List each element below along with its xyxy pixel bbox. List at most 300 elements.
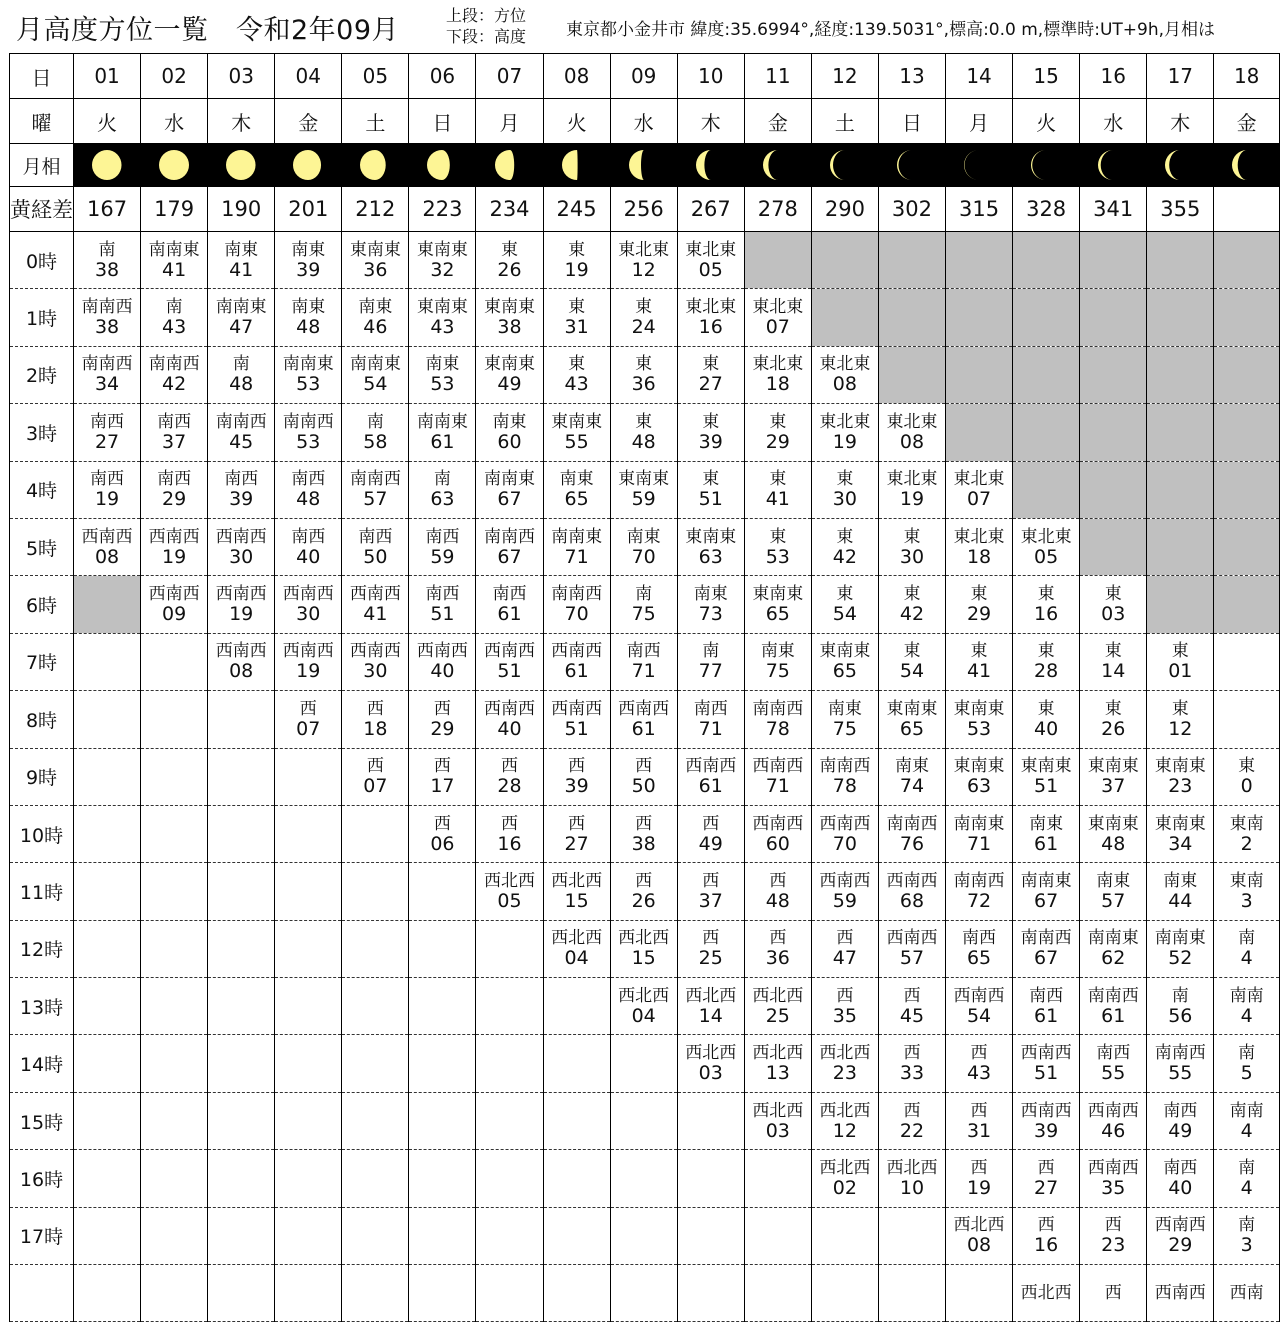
hour-row (10, 576, 1280, 633)
altitude-text: 55 (1101, 1062, 1126, 1085)
weekday-cell: 月 (946, 99, 1013, 144)
hour-cell (1080, 1035, 1147, 1092)
altitude-text: 23 (1168, 775, 1193, 798)
hour-cell (1214, 1265, 1280, 1322)
azimuth-text: 西南 (1229, 1283, 1264, 1304)
moon-lit-area (495, 150, 514, 180)
above-horizon-cell (1147, 518, 1214, 575)
moon-lit-area (360, 150, 386, 180)
hour-cell (677, 1092, 744, 1149)
azimuth-text: 西 (836, 928, 854, 949)
hour-cell (610, 289, 677, 346)
azimuth-text: 東 (501, 239, 518, 260)
azimuth-text: 南 (1171, 985, 1189, 1006)
hour-cell (946, 748, 1013, 805)
day-cell: 12 (811, 54, 878, 99)
r-elong-row (10, 187, 1280, 232)
hour-cell (342, 691, 409, 748)
hour-cell (1214, 1207, 1280, 1264)
azimuth-text: 南 (232, 354, 250, 375)
azimuth-text: 西北西 (819, 1157, 871, 1178)
altitude-text: 27 (564, 832, 589, 855)
altitude-text: 42 (832, 545, 857, 568)
hour-cell (1147, 748, 1214, 805)
hour-cell (1013, 920, 1080, 977)
elongation-cell: 245 (543, 187, 610, 232)
hour-cell (878, 518, 945, 575)
azimuth-text: 東南東 (484, 297, 535, 318)
azimuth-text: 西南西 (886, 870, 938, 891)
azimuth-text: 西 (433, 813, 451, 834)
altitude-text: 41 (229, 258, 254, 281)
hour-cell (476, 920, 543, 977)
weekday-cell: 木 (1147, 99, 1214, 144)
hour-cell (811, 1092, 878, 1149)
hour-label: 3時 (10, 404, 74, 461)
azimuth-text: 南南西 (1154, 1043, 1206, 1064)
above-horizon-cell (1080, 518, 1147, 575)
azimuth-text: 南東 (760, 641, 795, 662)
hour-cell (275, 1207, 342, 1264)
hour-cell (141, 461, 208, 518)
hour-cell (476, 633, 543, 690)
altitude-text: 71 (631, 660, 656, 683)
azimuth-text: 東 (702, 411, 720, 432)
moon-icon (760, 147, 796, 183)
moon-phase-cell (275, 144, 342, 187)
above-horizon-cell (946, 289, 1013, 346)
altitude-text: 38 (497, 316, 522, 339)
altitude-text: 15 (564, 889, 589, 912)
hour-cell (811, 1207, 878, 1264)
azimuth-text: 東南東 (1087, 756, 1139, 777)
altitude-text: 16 (698, 316, 723, 339)
azimuth-text: 南 (433, 469, 451, 490)
hour-row (10, 346, 1280, 403)
moon-icon (1028, 147, 1064, 183)
hour-cell (208, 978, 275, 1035)
altitude-text: 54 (363, 373, 388, 396)
moon-icon (827, 147, 863, 183)
azimuth-text: 南南西 (148, 354, 200, 375)
hour-cell (1214, 633, 1280, 690)
hour-cell (811, 346, 878, 403)
azimuth-text: 南西 (1096, 1043, 1131, 1064)
moon-lit-area (427, 150, 450, 180)
altitude-text: 74 (899, 775, 925, 798)
moon-phase-cell (1013, 144, 1080, 187)
hour-cell (74, 920, 141, 977)
altitude-text: 12 (631, 258, 656, 281)
hour-cell (677, 404, 744, 461)
hour-cell (946, 518, 1013, 575)
hour-cell (409, 346, 476, 403)
hour-row (10, 404, 1280, 461)
above-horizon-cell (1013, 232, 1080, 289)
hour-row (10, 518, 1280, 575)
altitude-text: 27 (698, 373, 723, 396)
location-info: 東京都小金井市 緯度:35.6994°,経度:139.5031°,標高:0.0 m,標準時:UT+9h,月相は (566, 20, 1216, 40)
hour-row (10, 691, 1280, 748)
azimuth-text: 東南東 (953, 756, 1005, 777)
hour-cell (74, 1150, 141, 1207)
hour-cell (543, 805, 610, 862)
azimuth-text: 東 (836, 469, 854, 490)
hour-cell (610, 863, 677, 920)
hour-cell (476, 1207, 543, 1264)
hour-cell (744, 576, 811, 633)
hour-cell (946, 978, 1013, 1035)
altitude-text: 45 (899, 1004, 925, 1027)
moon-phase-cell (744, 144, 811, 187)
azimuth-text: 西南西 (484, 698, 535, 719)
elongation-cell: 212 (342, 187, 409, 232)
hour-cell (744, 518, 811, 575)
hour-cell (878, 461, 945, 518)
hour-cell (543, 289, 610, 346)
altitude-text: 67 (1034, 947, 1059, 970)
hour-cell (744, 1035, 811, 1092)
hour-label: 8時 (10, 691, 74, 748)
altitude-text: 04 (564, 947, 589, 970)
altitude-text: 26 (1101, 717, 1126, 740)
azimuth-text: 南東 (1096, 870, 1131, 891)
altitude-text: 65 (832, 660, 857, 683)
hour-cell (275, 1035, 342, 1092)
azimuth-text: 西 (299, 698, 317, 719)
hour-cell (1147, 1035, 1214, 1092)
altitude-text: 23 (832, 1062, 857, 1085)
altitude-text: 36 (363, 258, 388, 281)
hour-label: 9時 (10, 748, 74, 805)
hour-cell (1214, 748, 1280, 805)
altitude-text: 05 (698, 258, 723, 281)
hour-row (10, 461, 1280, 518)
azimuth-text: 西 (1104, 1283, 1122, 1304)
azimuth-text: 南東 (1029, 813, 1064, 834)
altitude-text: 72 (966, 889, 992, 912)
altitude-text: 70 (832, 832, 857, 855)
above-horizon-cell (1147, 461, 1214, 518)
azimuth-text: 西南西 (215, 641, 267, 662)
moon-phase-row (10, 144, 1280, 187)
hour-cell (878, 978, 945, 1035)
azimuth-text: 西 (903, 985, 921, 1006)
azimuth-text: 西南西 (1020, 1100, 1072, 1121)
hour-cell (878, 1150, 945, 1207)
azimuth-text: 西 (769, 870, 787, 891)
hour-cell (476, 748, 543, 805)
altitude-text: 19 (832, 430, 857, 453)
azimuth-text: 南東 (559, 469, 594, 490)
altitude-text: 14 (1101, 660, 1126, 683)
hour-cell (476, 576, 543, 633)
hour-cell (409, 1035, 476, 1092)
moon-icon (223, 147, 259, 183)
azimuth-text: 南 (635, 584, 653, 605)
altitude-text: 61 (1034, 832, 1059, 855)
hour-cell (141, 691, 208, 748)
altitude-text: 12 (1168, 717, 1193, 740)
hour-cell (141, 289, 208, 346)
azimuth-text: 南南東 (1154, 928, 1206, 949)
altitude-text: 54 (899, 660, 925, 683)
altitude-text: 46 (363, 316, 388, 339)
hour-cell (409, 1265, 476, 1322)
hour-cell (1013, 518, 1080, 575)
hour-cell (409, 576, 476, 633)
azimuth-text: 西南西 (282, 641, 334, 662)
hour-cell (744, 748, 811, 805)
azimuth-text: 西 (433, 756, 451, 777)
hour-cell (74, 346, 141, 403)
altitude-text: 39 (229, 488, 254, 511)
azimuth-text: 南南東 (551, 526, 603, 547)
moon-icon (492, 147, 528, 183)
altitude-text: 71 (698, 717, 723, 740)
hour-cell (744, 978, 811, 1035)
altitude-text: 30 (296, 603, 321, 626)
hour-cell (610, 748, 677, 805)
altitude-text: 35 (1101, 1176, 1126, 1199)
day-cell: 10 (677, 54, 744, 99)
hour-cell (409, 748, 476, 805)
azimuth-text: 南南西 (349, 469, 401, 490)
hour-cell (476, 691, 543, 748)
altitude-text: 55 (1168, 1062, 1193, 1085)
altitude-text: 42 (899, 603, 925, 626)
altitude-text: 78 (832, 775, 857, 798)
azimuth-text: 西 (702, 813, 720, 834)
hour-cell (74, 748, 141, 805)
azimuth-text: 南南西 (215, 411, 267, 432)
azimuth-text: 南 (1238, 1043, 1256, 1064)
azimuth-text: 南東 (1163, 870, 1198, 891)
hour-cell (811, 518, 878, 575)
hour-cell (1214, 920, 1280, 977)
hour-cell (141, 1207, 208, 1264)
altitude-text: 57 (1101, 889, 1126, 912)
azimuth-text: 南南西 (752, 698, 804, 719)
hour-cell (677, 633, 744, 690)
hour-cell (208, 805, 275, 862)
azimuth-text: 西 (1037, 1157, 1055, 1178)
moon-icon (290, 147, 326, 183)
azimuth-text: 西 (635, 813, 653, 834)
altitude-text: 65 (966, 947, 992, 970)
azimuth-text: 東 (769, 411, 787, 432)
moon-lit-area (763, 150, 778, 180)
r-day-row (10, 54, 1280, 99)
altitude-text: 50 (363, 545, 388, 568)
day-cell: 02 (141, 54, 208, 99)
hour-cell (543, 1092, 610, 1149)
hour-cell (141, 1150, 208, 1207)
azimuth-text: 西南西 (551, 698, 603, 719)
azimuth-text: 西北西 (618, 985, 670, 1006)
azimuth-text: 南西 (693, 698, 728, 719)
azimuth-text: 西 (366, 756, 384, 777)
hour-cell (74, 1207, 141, 1264)
altitude-text: 70 (631, 545, 656, 568)
altitude-text: 29 (966, 603, 992, 626)
altitude-text: 71 (564, 545, 589, 568)
hour-cell (1013, 1150, 1080, 1207)
altitude-text: 41 (162, 258, 187, 281)
hour-cell (141, 404, 208, 461)
altitude-text: 07 (765, 316, 790, 339)
hour-cell (1080, 1150, 1147, 1207)
altitude-text: 53 (430, 373, 455, 396)
altitude-text: 03 (765, 1119, 790, 1142)
azimuth-text: 西南西 (148, 526, 200, 547)
azimuth-text: 西南西 (1154, 1283, 1206, 1304)
azimuth-text: 南東 (693, 584, 728, 605)
hour-cell (744, 805, 811, 862)
hour-cell (275, 1092, 342, 1149)
altitude-text: 61 (698, 775, 723, 798)
altitude-text: 65 (765, 603, 790, 626)
azimuth-text: 東 (1238, 756, 1256, 777)
hour-cell (141, 863, 208, 920)
day-cell: 17 (1147, 54, 1214, 99)
hour-cell (543, 920, 610, 977)
azimuth-text: 東北東 (752, 297, 804, 318)
azimuth-text: 東北東 (886, 411, 938, 432)
hour-cell (1013, 805, 1080, 862)
altitude-text: 49 (497, 373, 522, 396)
hour-cell (878, 633, 945, 690)
hour-cell (1147, 805, 1214, 862)
hour-cell (1080, 748, 1147, 805)
altitude-text: 12 (832, 1119, 857, 1142)
legend-top: 上段：方位 (446, 6, 527, 25)
altitude-text: 51 (564, 717, 589, 740)
azimuth-text: 南東 (492, 411, 527, 432)
altitude-text: 61 (631, 717, 656, 740)
hour-cell (543, 461, 610, 518)
hour-cell (677, 289, 744, 346)
hour-cell (610, 1092, 677, 1149)
hour-cell (543, 748, 610, 805)
weekday-cell: 火 (1013, 99, 1080, 144)
altitude-text: 40 (1034, 717, 1059, 740)
hour-cell (543, 404, 610, 461)
altitude-text: 13 (765, 1062, 790, 1085)
azimuth-text: 南東 (827, 698, 862, 719)
azimuth-text: 東 (1171, 698, 1189, 719)
hour-cell (744, 461, 811, 518)
hour-cell (208, 404, 275, 461)
azimuth-text: 西北西 (752, 1100, 804, 1121)
altitude-text: 3 (1240, 889, 1253, 912)
azimuth-text: 南 (165, 297, 183, 318)
altitude-text: 39 (296, 258, 321, 281)
day-cell: 06 (409, 54, 476, 99)
azimuth-text: 南南東 (1087, 928, 1139, 949)
hour-cell (476, 404, 543, 461)
moon-lit-area (1031, 150, 1046, 180)
altitude-text: 61 (497, 603, 522, 626)
azimuth-text: 南西 (157, 469, 192, 490)
hour-cell (946, 1207, 1013, 1264)
azimuth-text: 東北東 (886, 469, 938, 490)
hour-cell (610, 920, 677, 977)
altitude-text: 70 (564, 603, 589, 626)
azimuth-text: 西南西 (752, 756, 804, 777)
azimuth-text: 東北東 (685, 297, 737, 318)
hour-cell (543, 978, 610, 1035)
hour-cell (946, 1265, 1013, 1322)
altitude-text: 02 (832, 1176, 857, 1199)
altitude-text: 75 (631, 603, 656, 626)
above-horizon-cell (1080, 289, 1147, 346)
hour-cell (811, 404, 878, 461)
hour-cell (1080, 691, 1147, 748)
altitude-text: 40 (497, 717, 522, 740)
hour-cell (1013, 691, 1080, 748)
hour-cell (141, 1035, 208, 1092)
hour-cell (677, 863, 744, 920)
hour-cell (677, 920, 744, 977)
azimuth-text: 東 (635, 411, 653, 432)
hour-row (10, 232, 1280, 289)
above-horizon-cell (878, 346, 945, 403)
legend-bottom: 下段：高度 (446, 27, 527, 46)
hour-cell (74, 1092, 141, 1149)
azimuth-text: 南 (1238, 1215, 1256, 1236)
elongation-cell: 190 (208, 187, 275, 232)
hour-cell (946, 576, 1013, 633)
day-cell: 11 (744, 54, 811, 99)
elongation-cell: 328 (1013, 187, 1080, 232)
hour-cell (1080, 633, 1147, 690)
azimuth-text: 西南西 (416, 641, 468, 662)
hour-cell (1214, 805, 1280, 862)
hour-cell (342, 1265, 409, 1322)
altitude-text: 31 (564, 316, 589, 339)
hour-cell (1080, 920, 1147, 977)
hour-row (10, 633, 1280, 690)
altitude-text: 71 (765, 775, 790, 798)
hour-cell (543, 1035, 610, 1092)
hour-cell (811, 1265, 878, 1322)
weekday-cell: 火 (543, 99, 610, 144)
azimuth-text: 南東 (358, 297, 393, 318)
hour-cell (878, 576, 945, 633)
azimuth-text: 東南東 (886, 698, 938, 719)
altitude-text: 19 (966, 1176, 992, 1199)
altitude-text: 30 (899, 545, 925, 568)
hour-cell (342, 461, 409, 518)
hour-cell (208, 863, 275, 920)
altitude-text: 51 (430, 603, 455, 626)
altitude-text: 34 (1168, 832, 1193, 855)
altitude-text: 03 (698, 1062, 723, 1085)
hour-label: 5時 (10, 518, 74, 575)
hour-cell (878, 691, 945, 748)
hour-cell (1214, 691, 1280, 748)
hour-cell (342, 920, 409, 977)
altitude-text: 19 (296, 660, 321, 683)
hour-cell (744, 863, 811, 920)
altitude-text: 07 (296, 717, 321, 740)
azimuth-text: 南東 (291, 239, 326, 260)
hour-cell (409, 289, 476, 346)
hour-cell (208, 346, 275, 403)
hour-row (10, 1150, 1280, 1207)
hour-cell (878, 1265, 945, 1322)
